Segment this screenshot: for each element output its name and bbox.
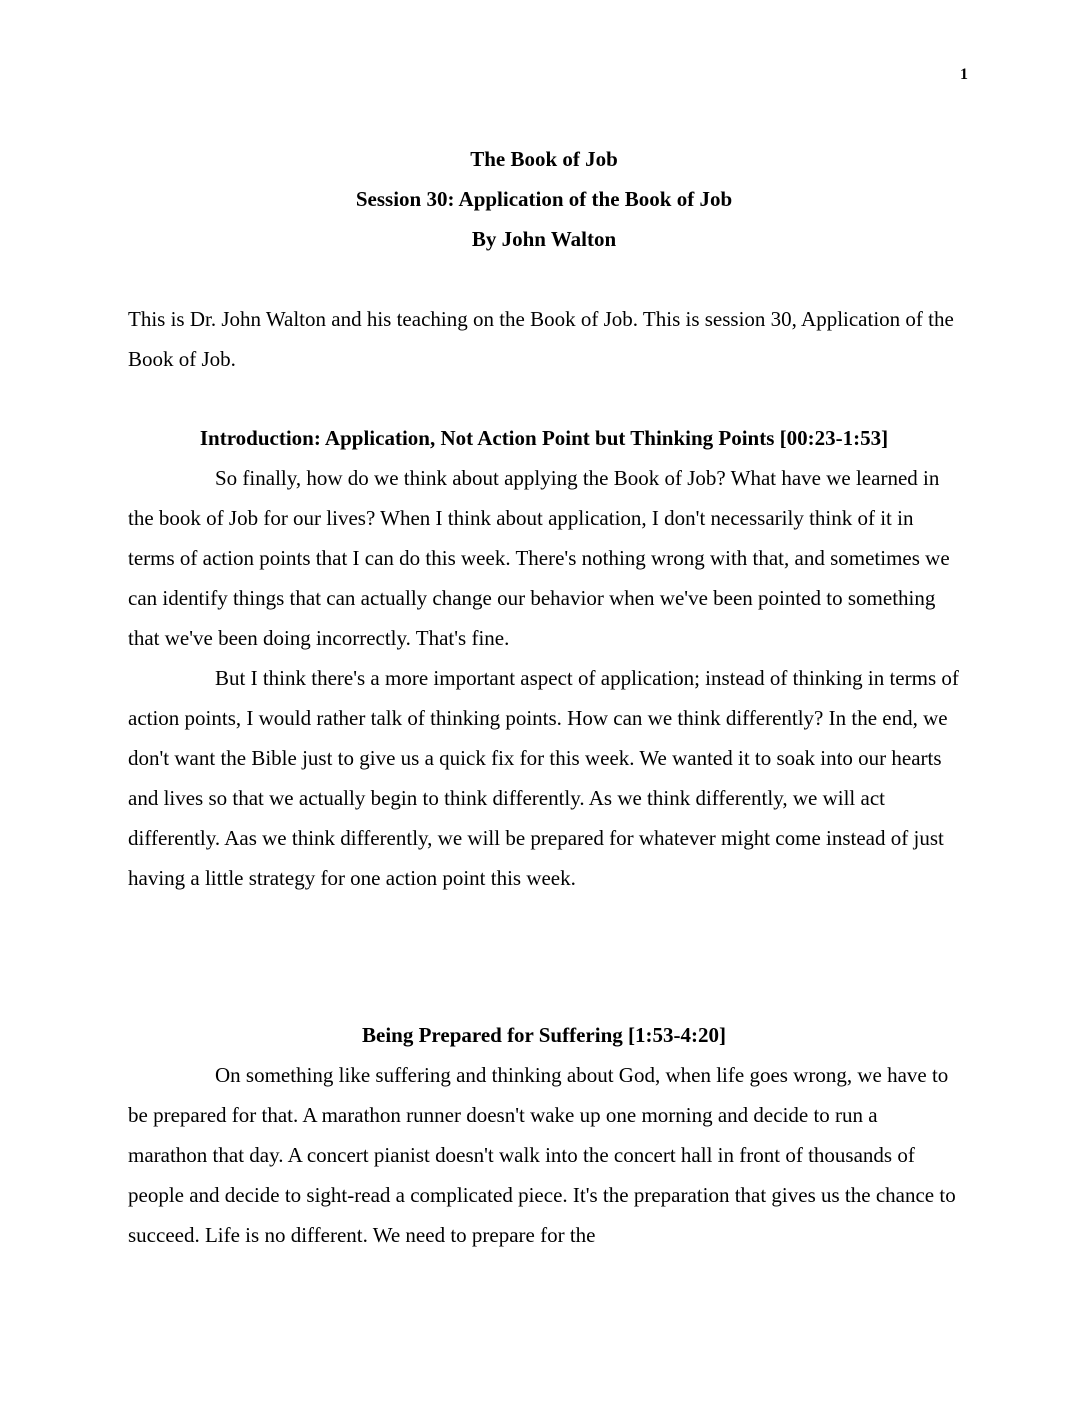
author-line: By John Walton bbox=[471, 227, 617, 251]
body-paragraph: On something like suffering and thinking about God, when life goes wrong, we have to be prepared for that. A marathon runner doesn't wake up one morning and decide to run a marathon that day. A concert pianist doesn't walk into the concert hall in front of thousands of people and decide to sight-read a complicated piece. It's the preparation that gives us the chance to succeed. Life is no different. We need to prepare for the bbox=[128, 1063, 956, 1247]
intro-paragraph: This is Dr. John Walton and his teaching on the Book of Job. This is session 30, Application of the Book of Job. bbox=[128, 307, 954, 371]
page-number: 1 bbox=[960, 66, 968, 83]
section-heading-introduction: Introduction: Application, Not Action Point but Thinking Points [00:23-1:53] bbox=[199, 426, 889, 450]
document-title: The Book of Job bbox=[470, 147, 618, 171]
section-heading-being-prepared: Being Prepared for Suffering [1:53-4:20] bbox=[362, 1023, 726, 1047]
section-body-being-prepared bbox=[128, 1055, 960, 1255]
session-title: Session 30: Application of the Book of Job bbox=[355, 187, 733, 211]
body-paragraph: So finally, how do we think about applying the Book of Job? What have we learned in the book of Job for our lives? When I think about application, I don't necessarily think of it in terms of action points that I can do this week. There's nothing wrong with that, and sometimes we can identify things that can actually change our behavior when we've been pointed to something that we've been doing incorrectly. That's fine. bbox=[128, 466, 950, 650]
section-body-introduction bbox=[128, 458, 960, 898]
title-block bbox=[128, 139, 960, 259]
body-paragraph: But I think there's a more important aspect of application; instead of thinking in terms of action points, I would rather talk of thinking points. How can we think differently? In the end, we don't want the Bible just to give us a quick fix for this week. We wanted it to soak into our hearts and lives so that we actually begin to think differently. As we think differently, we will act differently. Aas we think differently, we will be prepared for whatever might come instead of just having a little strategy for one action point this week. bbox=[128, 666, 959, 890]
